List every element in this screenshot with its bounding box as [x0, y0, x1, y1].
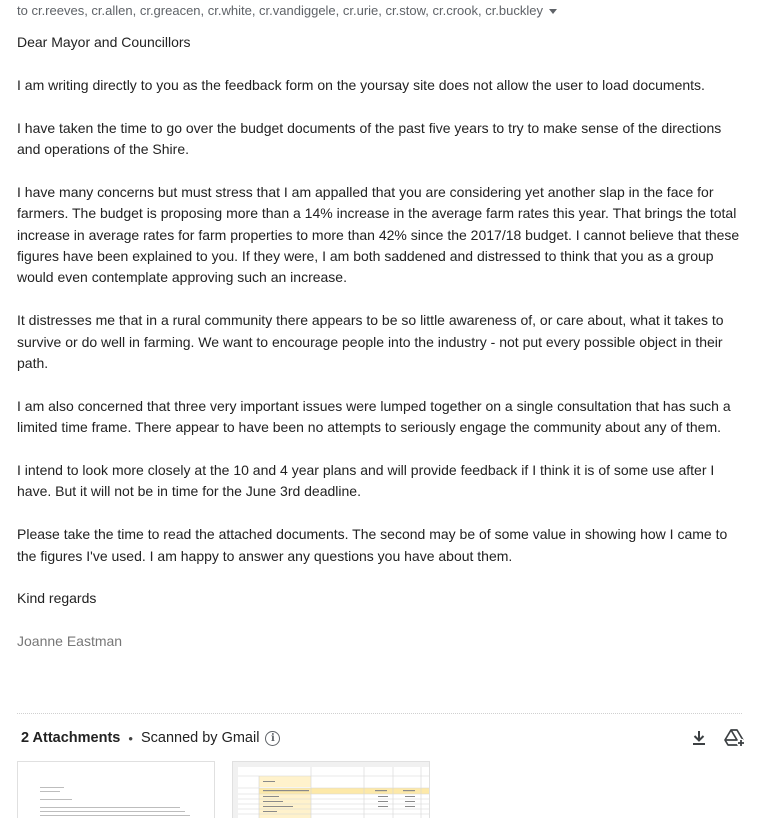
recipients-text: to cr.reeves, cr.allen, cr.greacen, cr.white, cr.vandiggele, cr.urie, cr.stow, cr.crook, cr.buckley: [17, 3, 544, 18]
paragraph: I have many concerns but must stress that I am appalled that you are considering yet another slap in the face for farmers. The budget is proposing more than a 14% increase in the average farm rates this year. That brings the total increase in average rates for farm properties to more than 42% since the 2017/18 budget. I cannot believe that these figures have been explained to you. If they were, I am both saddened and distressed to think that you as a group would even contemplate approving such an increase.: [17, 183, 740, 286]
attachments-divider: [17, 713, 742, 714]
attachments-count: 2 Attachments: [21, 730, 121, 746]
recipients-line[interactable]: [17, 3, 557, 18]
paragraph: I am also concerned that three very important issues were lumped together on a single consultation that has such a limited time frame. There appear to have been no attempts to seriously engage the community about any of them.: [17, 397, 731, 436]
download-all-icon[interactable]: [690, 729, 708, 747]
paragraph: I intend to look more closely at the 10 and 4 year plans and will provide feedback if I think it is of some use after I have. But it will not be in time for the June 3rd deadline.: [17, 462, 715, 500]
closing: Kind regards: [17, 590, 97, 607]
attachment-thumbnail-spreadsheet[interactable]: [232, 761, 430, 818]
message-body: [17, 32, 745, 653]
scanned-by-gmail-label: Scanned by Gmail: [140, 730, 260, 746]
add-to-drive-icon[interactable]: [724, 728, 746, 748]
attachment-thumbnail-document[interactable]: [17, 761, 215, 818]
paragraph: I am writing directly to you as the feedback form on the yoursay site does not allow the user to load documents.: [17, 76, 705, 93]
show-details-caret-icon[interactable]: [549, 9, 557, 14]
separator-dot: •: [128, 730, 133, 746]
attachments-bar: [21, 727, 746, 749]
paragraph: I have taken the time to go over the budget documents of the past five years to try to make sense of the directions and operations of the Shire.: [17, 119, 722, 157]
spreadsheet-preview-icon: [233, 762, 430, 818]
info-icon[interactable]: i: [265, 731, 280, 746]
paragraph: Please take the time to read the attached documents. The second may be of some value in showing how I came to the figures I've used. I am happy to answer any questions you have about them.: [17, 526, 728, 564]
signature: Joanne Eastman: [17, 633, 123, 650]
greeting: Dear Mayor and Councillors: [17, 34, 191, 50]
paragraph: It distresses me that in a rural community there appears to be so little awareness of, or care about, what it takes to survive or do well in farming. We want to encourage people into the industry - not put every possible object in their path.: [17, 312, 724, 372]
